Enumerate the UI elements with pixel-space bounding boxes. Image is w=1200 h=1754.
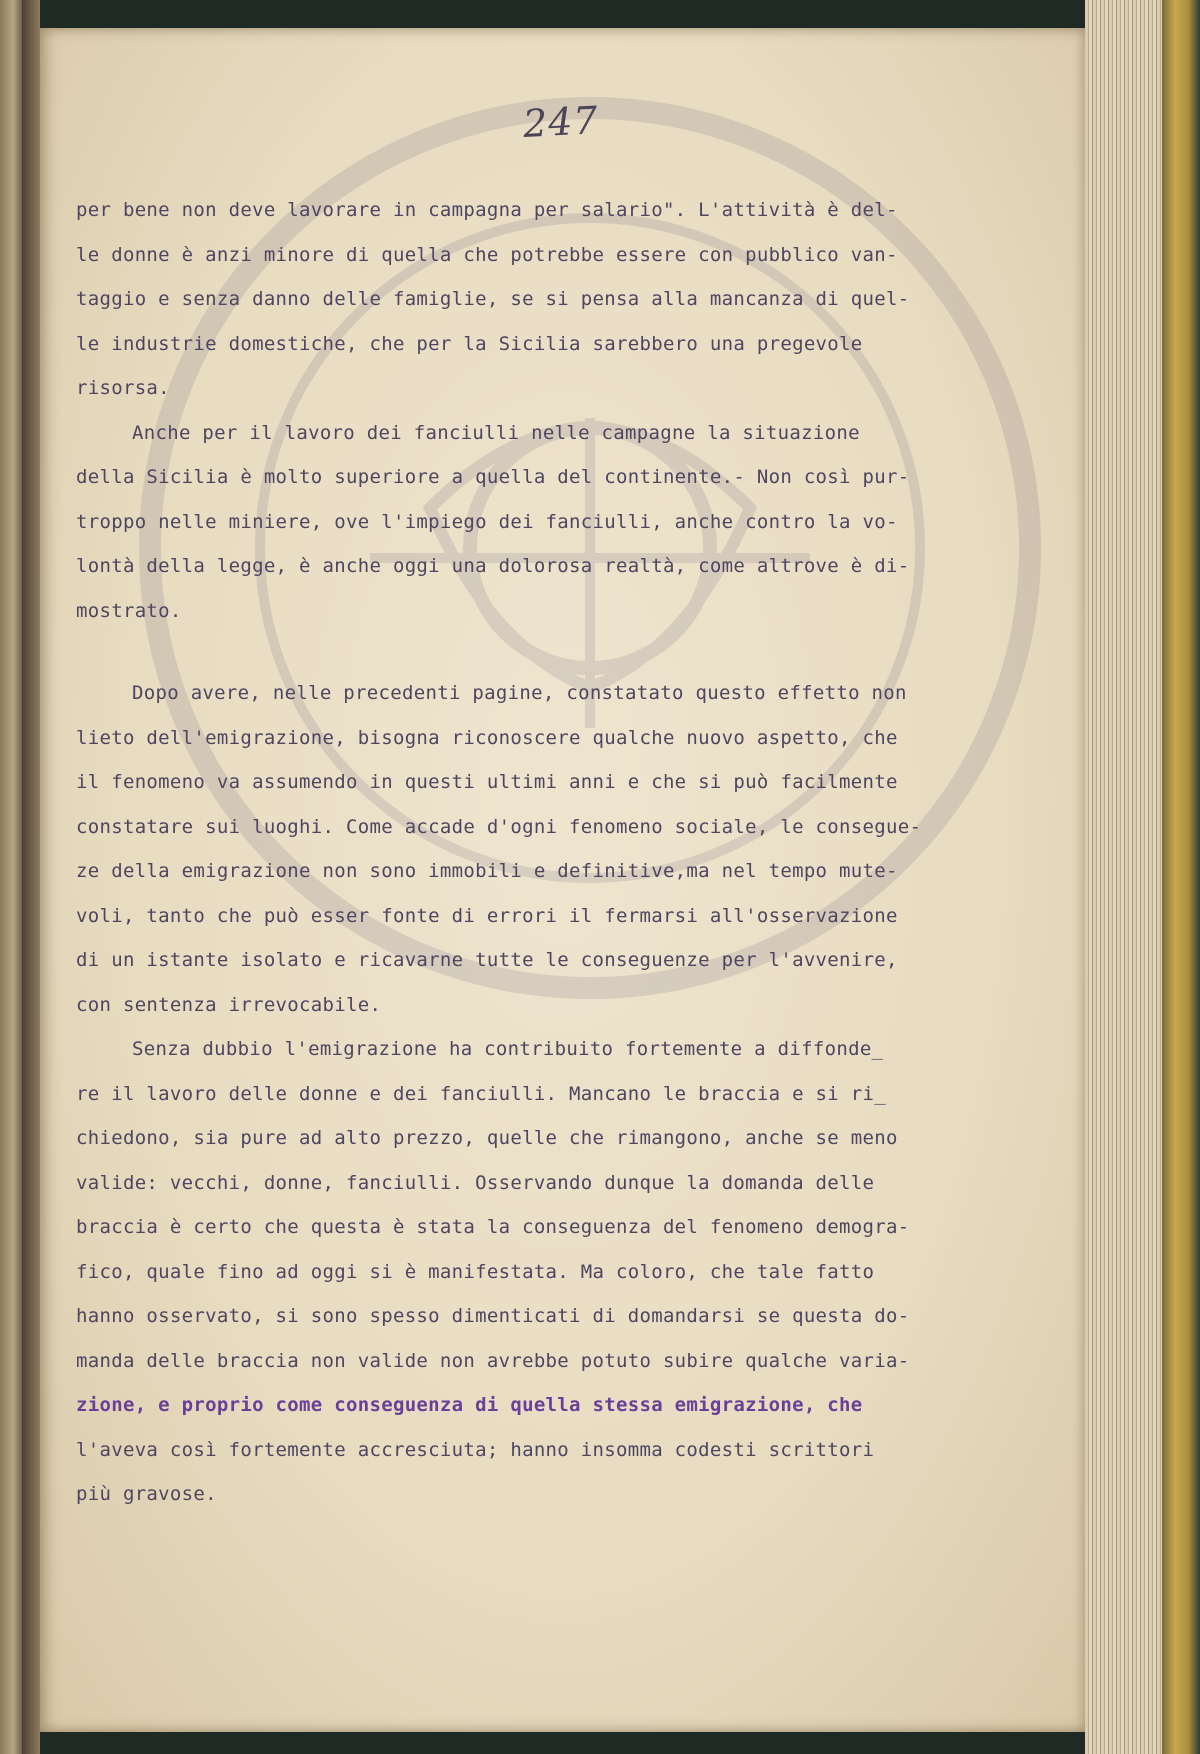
- text-line: manda delle braccia non valide non avrebbe potuto subire qualche varia-: [76, 1349, 910, 1372]
- text-line: troppo nelle miniere, ove l'impiego dei fanciulli, anche contro la vo-: [76, 510, 898, 533]
- book-binding: [1162, 0, 1200, 1754]
- text-line: con sentenza irrevocabile.: [76, 993, 382, 1016]
- text-line: lontà della legge, è anche oggi una dolorosa realtà, come altrove è di-: [76, 555, 910, 577]
- text-line: lieto dell'emigrazione, bisogna riconoscere qualche nuovo aspetto, che: [76, 726, 898, 749]
- text-line: per bene non deve lavorare in campagna per salario". L'attività è del-: [76, 199, 898, 221]
- text-line: braccia è certo che questa è stata la conseguenza del fenomeno demogra-: [76, 1216, 910, 1238]
- text-line: mostrato.: [76, 599, 182, 622]
- text-line: Dopo avere, nelle precedenti pagine, constatato questo effetto non: [132, 682, 907, 704]
- text-line: fico, quale fino ad oggi si è manifestata. Ma coloro, che tale fatto: [76, 1260, 875, 1283]
- text-line: l'aveva così fortemente accresciuta; hanno insomma codesti scrittori: [76, 1438, 875, 1461]
- page-number: 247: [521, 98, 600, 146]
- text-line: Senza dubbio l'emigrazione ha contribuito fortemente a diffonde_: [132, 1038, 884, 1060]
- text-line: taggio e senza danno delle famiglie, se si pensa alla mancanza di quel-: [76, 288, 910, 310]
- text-line: re il lavoro delle donne e dei fanciulli. Mancano le braccia e si ri_: [76, 1082, 886, 1105]
- text-line: constatare sui luoghi. Come accade d'ogni fenomeno sociale, le consegue-: [76, 815, 922, 838]
- text-line: Anche per il lavoro dei fanciulli nelle campagne la situazione: [132, 421, 860, 444]
- text-line: della Sicilia è molto superiore a quella del continente.- Non così pur-: [76, 466, 910, 488]
- text-line: hanno osservato, si sono spesso dimenticati di domandarsi se questa do-: [76, 1305, 910, 1327]
- text-line: risorsa.: [76, 377, 170, 399]
- text-line: le donne è anzi minore di quella che potrebbe essere con pubblico van-: [76, 243, 898, 266]
- book-gutter: [22, 0, 40, 1754]
- text-line: più gravose.: [76, 1483, 217, 1505]
- text-line: chiedono, sia pure ad alto prezzo, quelle che rimangono, anche se meno: [76, 1127, 898, 1149]
- text-line: di un istante isolato e ricavarne tutte le conseguenze per l'avvenire,: [76, 949, 898, 971]
- text-line: le industrie domestiche, che per la Sicilia sarebbero una pregevole: [76, 332, 863, 355]
- text-line: voli, tanto che può esser fonte di errori il fermarsi all'osservazione: [76, 904, 898, 927]
- typewritten-page: [40, 28, 1085, 1732]
- page-body: [76, 188, 1066, 1517]
- left-page-edge: [0, 0, 22, 1754]
- text-line: il fenomeno va assumendo in questi ultimi anni e che si può facilmente: [76, 771, 898, 793]
- text-line: ze della emigrazione non sono immobili e definitive,ma nel tempo mute-: [76, 860, 898, 882]
- text-line: valide: vecchi, donne, fanciulli. Osservando dunque la domanda delle: [76, 1171, 875, 1194]
- text-line: zione, e proprio come conseguenza di quella stessa emigrazione, che: [76, 1394, 863, 1416]
